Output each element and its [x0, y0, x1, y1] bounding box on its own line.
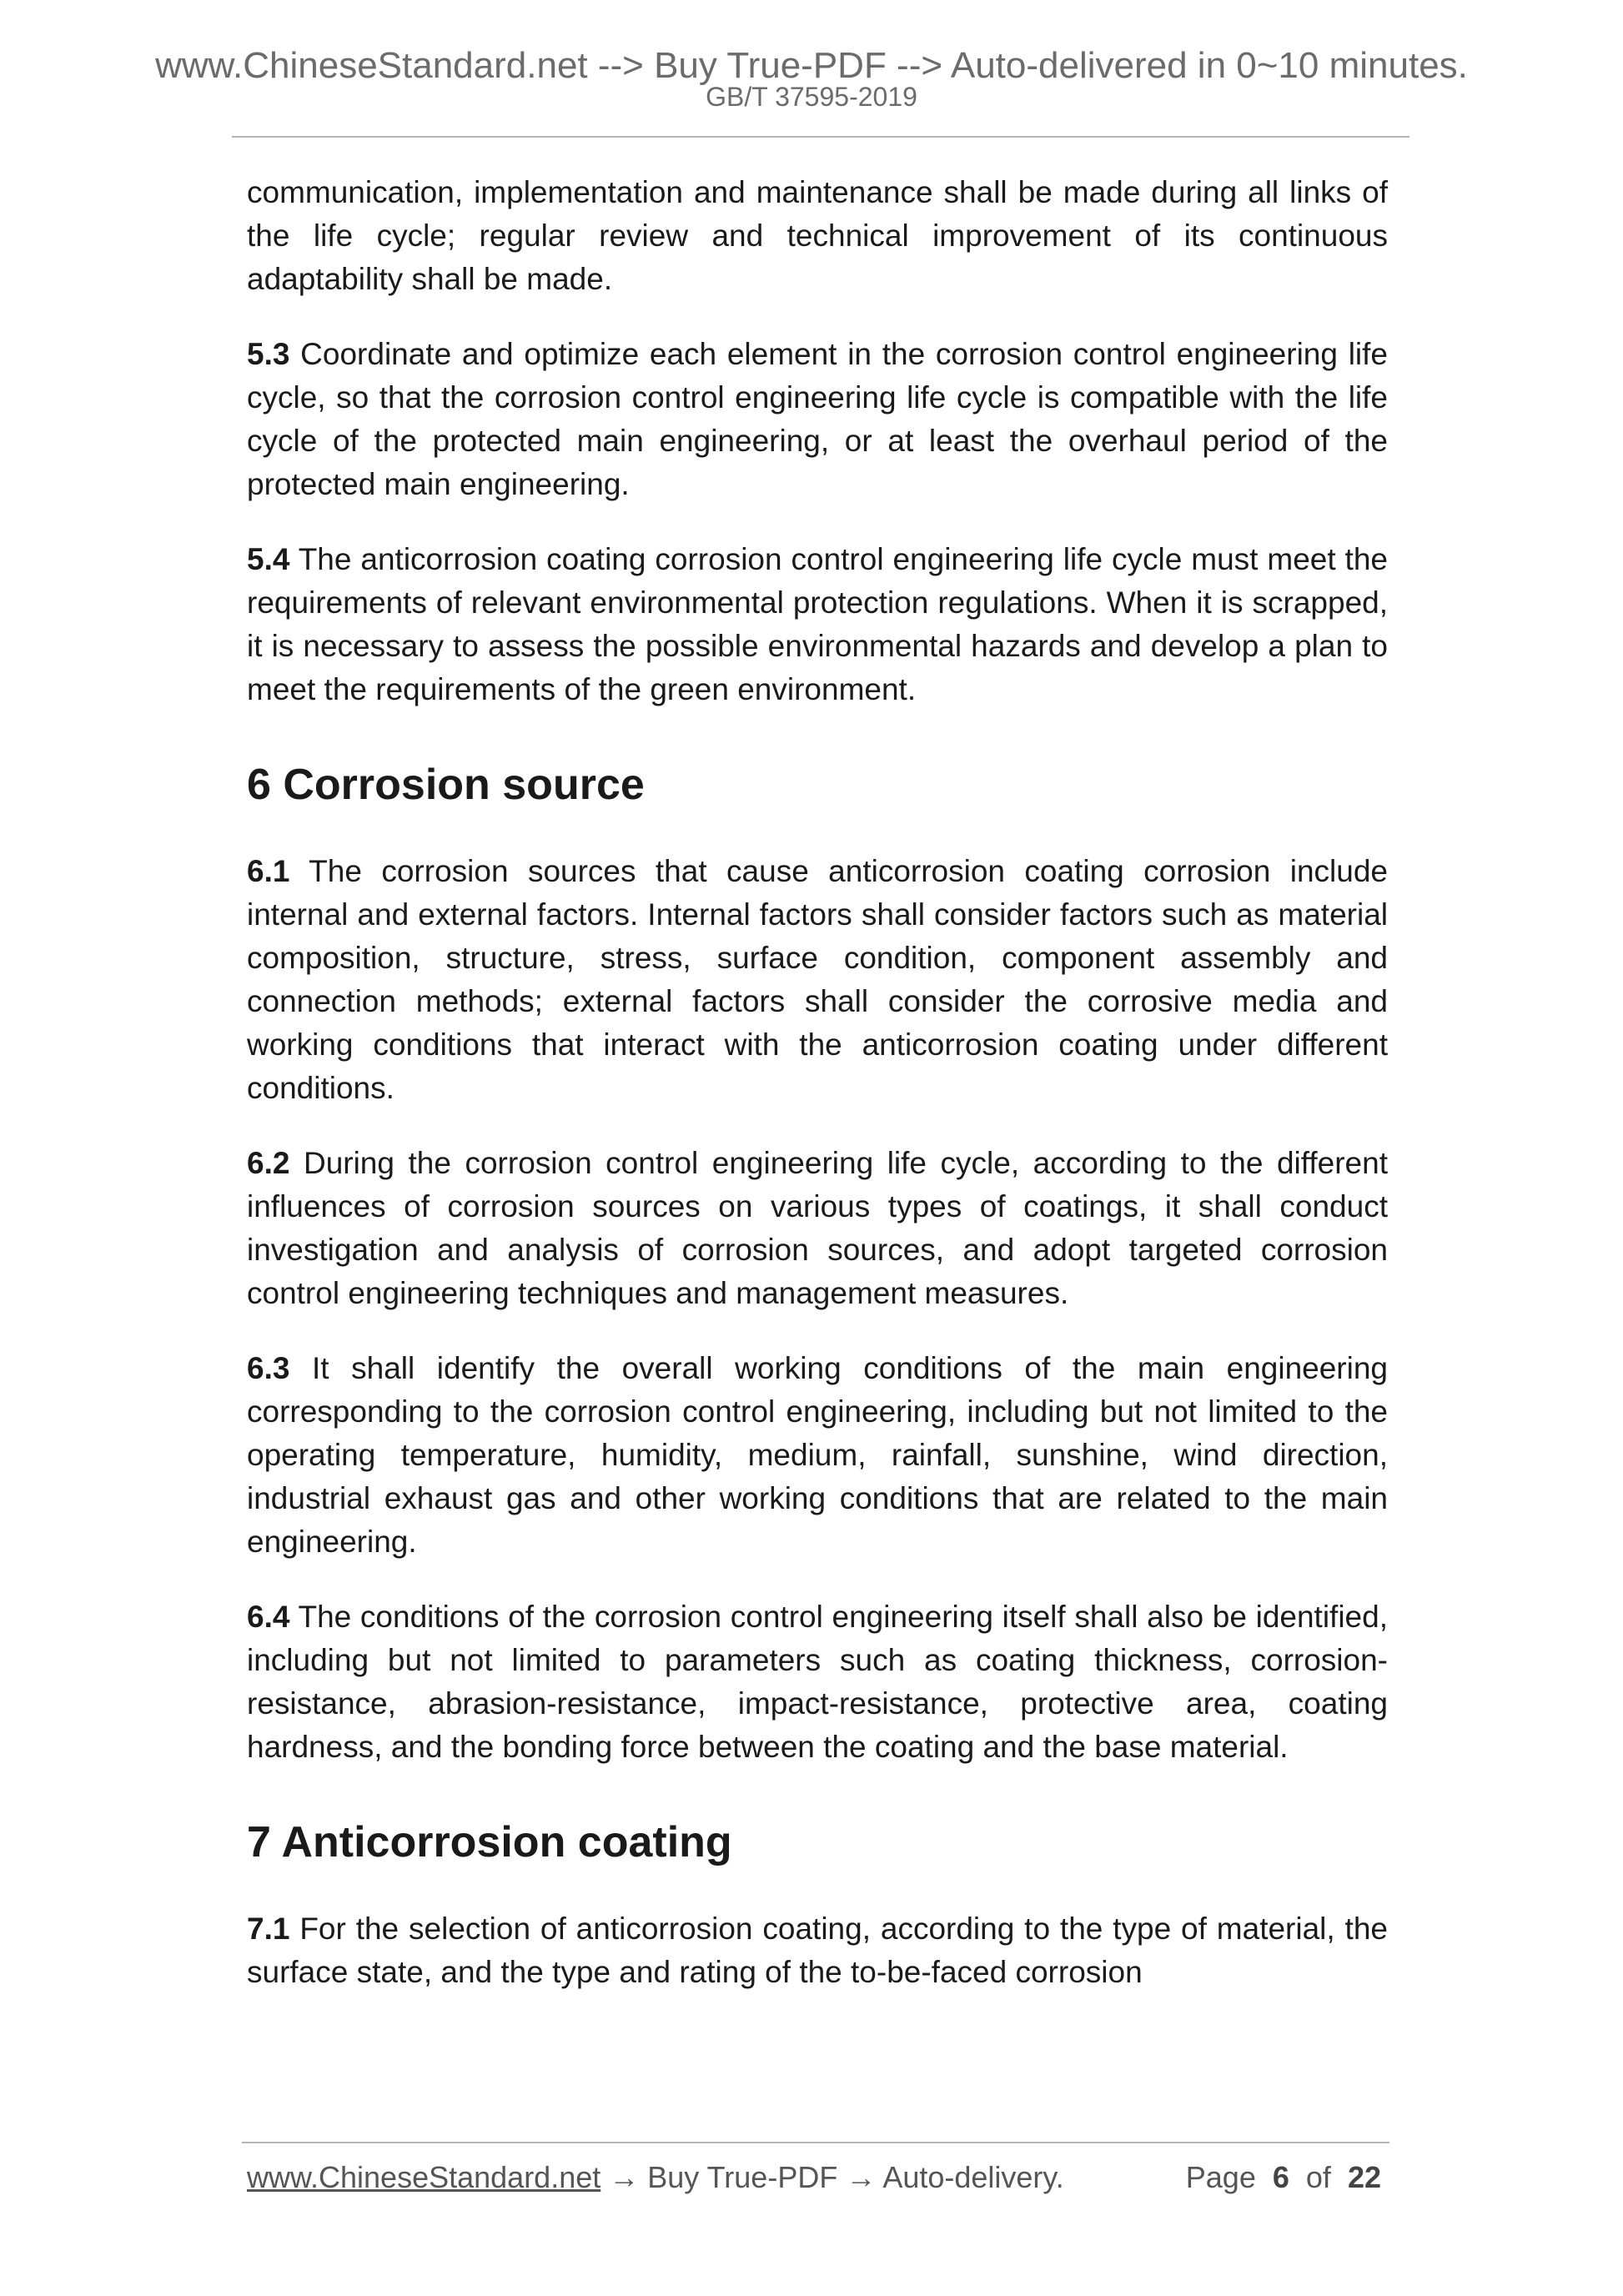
page-total: 22 — [1347, 2160, 1381, 2194]
clause-number: 5.3 — [247, 337, 290, 371]
clause-text: The conditions of the corrosion control engineering itself shall also be identified, including but not limited to parameters such as coating thickness, corrosion-resistance, abrasion-resistance, impact-resistance, protective area, coating hardness, and the bonding force between the coating and the base material. — [247, 1600, 1388, 1764]
clause-6-2 — [247, 1142, 1388, 1315]
clause-number: 6.4 — [247, 1600, 290, 1634]
clause-number: 6.2 — [247, 1146, 290, 1180]
clause-text: During the corrosion control engineering life cycle, according to the different influences of corrosion sources on various types of coatings, it shall conduct investigation and analysis of corrosion sources, and adopt targeted corrosion control engineering techniques and management measures. — [247, 1146, 1388, 1310]
clause-6-1 — [247, 850, 1388, 1110]
header-divider — [232, 136, 1409, 138]
footer-divider — [242, 2142, 1389, 2143]
clause-text: The anticorrosion coating corrosion control engineering life cycle must meet the requirements of relevant environmental protection regulations. When it is scrapped, it is necessary to assess the possible environmental hazards and develop a plan to meet the requirements of the green environment. — [247, 542, 1388, 706]
page-indicator — [1186, 2160, 1381, 2195]
clause-text: Coordinate and optimize each element in the corrosion control engineering life cycle, so that the corrosion control engineering life cycle is compatible with the life cycle of the protected main engineering, or at least the overhaul period of the protected main engineering. — [247, 337, 1388, 501]
page-body — [247, 171, 1388, 2026]
clause-6-4 — [247, 1595, 1388, 1769]
page-label: Page — [1185, 2160, 1256, 2194]
section-heading-6: 6 Corrosion source — [247, 761, 645, 809]
clause-text: It shall identify the overall working conditions of the main engineering corresponding to the corrosion control engineering, including but not limited to the operating temperature, humidity, medium, rainfall, sunshine, wind direction, industrial exhaust gas and other working conditions that are related to the main engineering. — [247, 1351, 1388, 1559]
clause-number: 5.4 — [247, 542, 290, 576]
clause-6-3 — [247, 1347, 1388, 1564]
footer-site-link[interactable]: www.ChineseStandard.net — [247, 2160, 601, 2194]
clause-5-3 — [247, 333, 1388, 506]
clause-number: 6.3 — [247, 1351, 290, 1385]
footer-promo — [247, 2160, 1064, 2195]
section-heading-7: 7 Anticorrosion coating — [247, 1818, 732, 1866]
page-number: 6 — [1272, 2160, 1289, 2194]
clause-number: 6.1 — [247, 854, 290, 888]
clause-text: For the selection of anticorrosion coating, according to the type of material, the surface state, and the type and rating of the to-be-faced corrosion — [247, 1912, 1388, 1989]
clause-number: 7.1 — [247, 1912, 290, 1946]
of-label: of — [1305, 2160, 1331, 2194]
footer-promo-text: → Buy True-PDF → Auto-delivery. — [600, 2160, 1064, 2194]
header-watermark: www.ChineseStandard.net --> Buy True-PDF --> Auto-delivered in 0~10 minutes. — [155, 45, 1468, 86]
clause-text: The corrosion sources that cause anticorrosion coating corrosion include internal and external factors. Internal factors shall consider factors such as material composition, structure, stress, surface condition, component assembly and connection methods; external factors shall consider the corrosive media and working conditions that interact with the anticorrosion coating under different conditions. — [247, 854, 1388, 1105]
clause-7-1 — [247, 1907, 1388, 1994]
document-code: GB/T 37595-2019 — [706, 82, 917, 112]
clause-5-4 — [247, 538, 1388, 711]
paragraph-intro: communication, implementation and maintenance shall be made during all links of the life cycle; regular review and technical improvement of its continuous adaptability shall be made. — [247, 175, 1388, 296]
